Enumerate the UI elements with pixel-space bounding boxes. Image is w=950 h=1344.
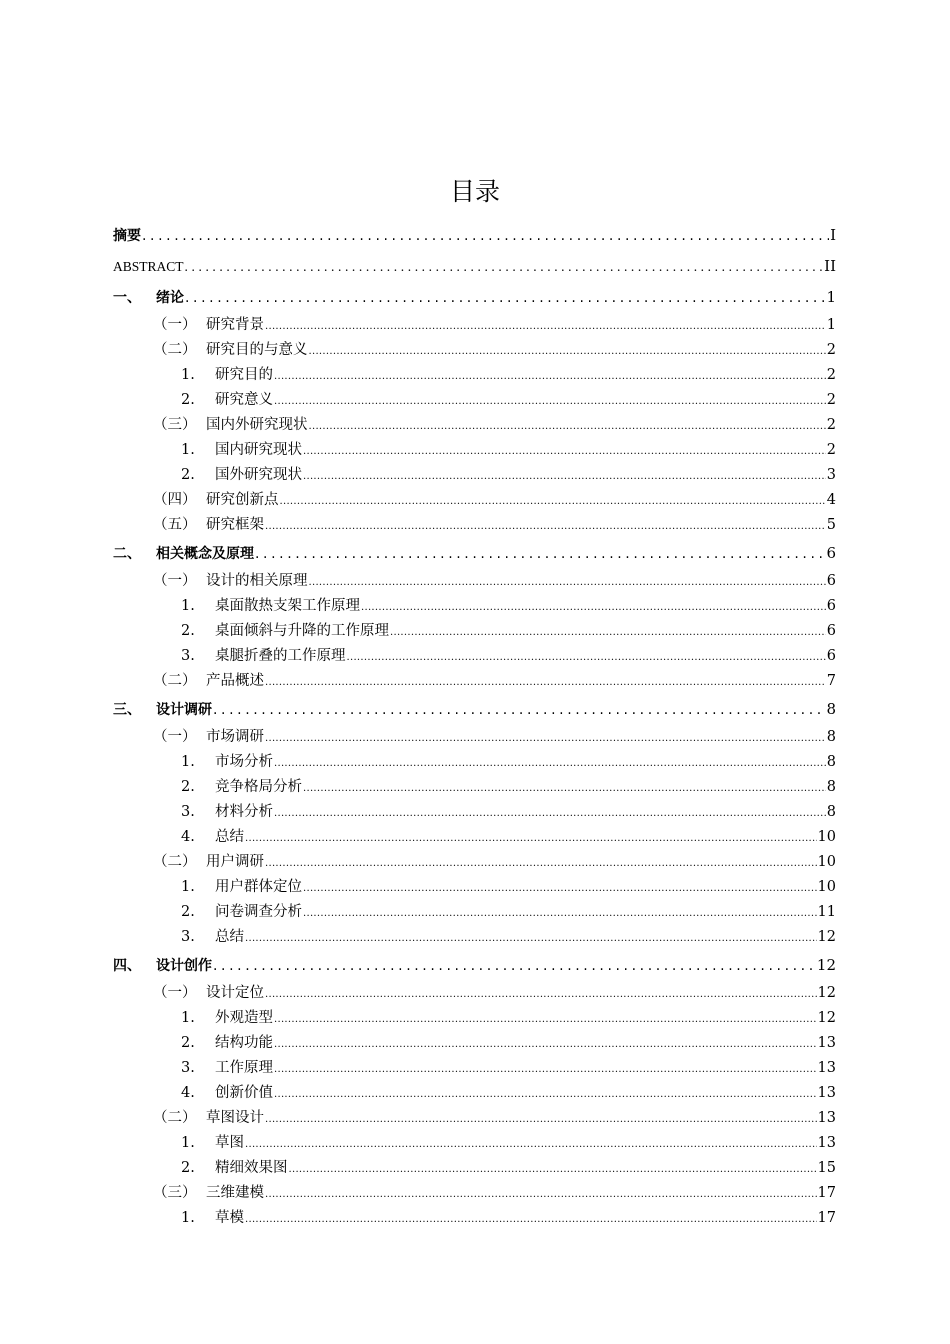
toc-leader-dots bbox=[265, 982, 817, 1007]
toc-entry-page-number: 4 bbox=[826, 492, 836, 508]
toc-entry-label: 总结 bbox=[215, 829, 244, 845]
toc-leader-dots bbox=[390, 620, 826, 645]
toc-entry-number: 四、 bbox=[113, 958, 141, 974]
toc-entry-page-number: I bbox=[830, 226, 836, 244]
toc-leader-dots bbox=[289, 1157, 817, 1182]
toc-subsection-entry[interactable] bbox=[113, 925, 836, 950]
toc-subsection-entry[interactable] bbox=[113, 644, 836, 669]
toc-entry-page-number: 2 bbox=[826, 392, 836, 408]
toc-entry-label: 桌腿折叠的工作原理 bbox=[215, 648, 346, 664]
toc-entry-label: 市场调研 bbox=[206, 729, 264, 745]
toc-entry-page-number: 12 bbox=[817, 1010, 836, 1026]
toc-subsection-entry[interactable] bbox=[113, 1206, 836, 1231]
toc-entry-number: 1. bbox=[181, 1210, 195, 1226]
toc-leader-dots bbox=[309, 414, 826, 439]
toc-subsection-entry[interactable] bbox=[113, 1031, 836, 1056]
toc-subsection-entry[interactable] bbox=[113, 594, 836, 619]
toc-entry-number: （四） bbox=[153, 492, 197, 508]
toc-entry-label: ABSTRACT bbox=[113, 259, 184, 274]
toc-entry-page-number: 13 bbox=[817, 1085, 836, 1101]
toc-entry-page-number: 2 bbox=[826, 367, 836, 383]
toc-subsection-entry[interactable] bbox=[113, 800, 836, 825]
toc-entry-number: （二） bbox=[153, 1110, 197, 1126]
toc-entry-label: 国外研究现状 bbox=[215, 467, 302, 483]
toc-entry-number: 1. bbox=[181, 442, 195, 458]
toc-subsection-entry[interactable] bbox=[113, 825, 836, 850]
toc-entry-page-number: 8 bbox=[826, 729, 836, 745]
toc-subsection-entry[interactable] bbox=[113, 1006, 836, 1031]
toc-entry-label: 绪论 bbox=[156, 290, 184, 306]
toc-entry-page-number: 1 bbox=[826, 288, 836, 306]
toc-subsection-entry[interactable] bbox=[113, 1081, 836, 1106]
toc-entry-number: 1. bbox=[181, 1135, 195, 1151]
toc-section-entry[interactable] bbox=[113, 569, 836, 594]
toc-entry-label: 创新价值 bbox=[215, 1085, 273, 1101]
toc-entry-number: （一） bbox=[153, 573, 197, 589]
toc-leader-dots bbox=[255, 539, 825, 570]
toc-entry-number: 1. bbox=[181, 879, 195, 895]
toc-section-entry[interactable] bbox=[113, 669, 836, 694]
toc-entry-page-number: 8 bbox=[826, 700, 836, 718]
toc-entry-label: 研究意义 bbox=[215, 392, 273, 408]
toc-entry-page-number: 1 bbox=[826, 317, 836, 333]
table-of-contents bbox=[113, 220, 836, 1231]
toc-leader-dots bbox=[303, 776, 826, 801]
toc-leader-dots bbox=[274, 1007, 817, 1032]
toc-chapter-entry[interactable] bbox=[113, 694, 836, 725]
toc-chapter-entry[interactable] bbox=[113, 282, 836, 313]
toc-entry-label: 材料分析 bbox=[215, 804, 273, 820]
toc-leader-dots bbox=[274, 364, 826, 389]
toc-section-entry[interactable] bbox=[113, 1106, 836, 1131]
toc-chapter-entry[interactable] bbox=[113, 950, 836, 981]
toc-entry-page-number: 10 bbox=[817, 829, 836, 845]
toc-leader-dots bbox=[265, 314, 826, 339]
toc-entry-number: 2. bbox=[181, 623, 195, 639]
toc-section-entry[interactable] bbox=[113, 981, 836, 1006]
toc-leader-dots bbox=[274, 389, 826, 414]
toc-entry-page-number: 13 bbox=[817, 1035, 836, 1051]
toc-entry-label: 精细效果图 bbox=[215, 1160, 288, 1176]
toc-entry-page-number: 2 bbox=[826, 442, 836, 458]
toc-subsection-entry[interactable] bbox=[113, 363, 836, 388]
toc-subsection-entry[interactable] bbox=[113, 1131, 836, 1156]
toc-entry-number: （五） bbox=[153, 517, 197, 533]
toc-entry-number: 二、 bbox=[113, 546, 141, 562]
toc-leader-dots bbox=[274, 1057, 817, 1082]
toc-leader-dots bbox=[265, 1107, 817, 1132]
toc-subsection-entry[interactable] bbox=[113, 388, 836, 413]
toc-leader-dots bbox=[265, 851, 817, 876]
toc-section-entry[interactable] bbox=[113, 725, 836, 750]
toc-entry-number: 2. bbox=[181, 392, 195, 408]
toc-entry-label: 总结 bbox=[215, 929, 244, 945]
toc-entry-number: 1. bbox=[181, 1010, 195, 1026]
toc-entry-label: 市场分析 bbox=[215, 754, 273, 770]
toc-entry-page-number: 6 bbox=[826, 598, 836, 614]
toc-entry-label: 草图 bbox=[215, 1135, 244, 1151]
toc-entry-label: 设计调研 bbox=[156, 702, 212, 718]
toc-entry-page-number: 6 bbox=[826, 648, 836, 664]
toc-leader-dots bbox=[274, 801, 826, 826]
toc-subsection-entry[interactable] bbox=[113, 875, 836, 900]
toc-entry-page-number: 15 bbox=[817, 1160, 836, 1176]
toc-entry-number: 2. bbox=[181, 779, 195, 795]
toc-entry-number: 一、 bbox=[113, 290, 141, 306]
toc-entry-label: 国内研究现状 bbox=[215, 442, 302, 458]
toc-leader-dots bbox=[309, 570, 826, 595]
toc-entry-page-number: 5 bbox=[826, 517, 836, 533]
toc-entry-label: 用户群体定位 bbox=[215, 879, 302, 895]
toc-entry-label: 设计定位 bbox=[206, 985, 264, 1001]
toc-subsection-entry[interactable] bbox=[113, 1156, 836, 1181]
toc-title: 目录 bbox=[449, 177, 500, 206]
toc-entry-number: （三） bbox=[153, 1185, 197, 1201]
toc-leader-dots bbox=[265, 670, 826, 695]
toc-leader-dots bbox=[265, 1182, 817, 1207]
toc-leader-dots bbox=[303, 876, 817, 901]
toc-leader-dots bbox=[274, 1032, 817, 1057]
toc-entry-number: 2. bbox=[181, 1160, 195, 1176]
toc-leader-dots bbox=[265, 514, 826, 539]
toc-entry-label: 设计的相关原理 bbox=[206, 573, 308, 589]
toc-entry-page-number: 13 bbox=[817, 1135, 836, 1151]
toc-subsection-entry[interactable] bbox=[113, 438, 836, 463]
toc-entry-page-number: 12 bbox=[816, 956, 836, 974]
toc-entry-number: （二） bbox=[153, 342, 197, 358]
toc-entry-number: 3. bbox=[181, 929, 195, 945]
toc-entry-number: （二） bbox=[153, 854, 197, 870]
toc-subsection-entry[interactable] bbox=[113, 900, 836, 925]
toc-leader-dots bbox=[245, 826, 817, 851]
toc-entry-page-number: 6 bbox=[826, 623, 836, 639]
toc-entry-number: 3. bbox=[181, 804, 195, 820]
toc-leader-dots bbox=[303, 901, 817, 926]
toc-entry-number: 2. bbox=[181, 1035, 195, 1051]
toc-entry-number: 4. bbox=[181, 1085, 195, 1101]
toc-leader-dots bbox=[245, 1207, 817, 1232]
toc-entry-page-number: 8 bbox=[826, 779, 836, 795]
toc-entry-label: 问卷调查分析 bbox=[215, 904, 302, 920]
toc-entry-page-number: 7 bbox=[826, 673, 836, 689]
toc-entry-number: （一） bbox=[153, 729, 197, 745]
toc-subsection-entry[interactable] bbox=[113, 750, 836, 775]
toc-entry-number: （三） bbox=[153, 417, 197, 433]
toc-section-entry[interactable] bbox=[113, 488, 836, 513]
toc-section-entry[interactable] bbox=[113, 413, 836, 438]
toc-entry-number: 1. bbox=[181, 598, 195, 614]
toc-entry-label: 桌面散热支架工作原理 bbox=[215, 598, 360, 614]
toc-leader-dots bbox=[245, 1132, 817, 1157]
toc-entry-label: 设计创作 bbox=[156, 958, 212, 974]
toc-entry-page-number: 6 bbox=[826, 573, 836, 589]
toc-leader-dots bbox=[185, 283, 825, 314]
toc-entry-number: 3. bbox=[181, 648, 195, 664]
toc-leader-dots bbox=[213, 951, 816, 982]
toc-leader-dots bbox=[245, 926, 817, 951]
toc-entry-page-number: 11 bbox=[817, 904, 836, 920]
toc-leader-dots bbox=[213, 695, 825, 726]
toc-entry-label: 研究创新点 bbox=[206, 492, 279, 508]
toc-entry-number: 2. bbox=[181, 904, 195, 920]
toc-entry-number: 1. bbox=[181, 754, 195, 770]
toc-leader-dots bbox=[303, 439, 826, 464]
toc-entry-page-number: 2 bbox=[826, 342, 836, 358]
toc-chapter-entry[interactable] bbox=[113, 538, 836, 569]
toc-entry-number: 4. bbox=[181, 829, 195, 845]
toc-entry-page-number: 8 bbox=[826, 754, 836, 770]
toc-section-entry[interactable] bbox=[113, 513, 836, 538]
toc-entry-label: 结构功能 bbox=[215, 1035, 273, 1051]
toc-leader-dots bbox=[142, 221, 829, 252]
toc-leader-dots bbox=[309, 339, 826, 364]
toc-subsection-entry[interactable] bbox=[113, 775, 836, 800]
toc-leader-dots bbox=[347, 645, 826, 670]
toc-leader-dots bbox=[274, 1082, 817, 1107]
toc-entry-label: 工作原理 bbox=[215, 1060, 273, 1076]
toc-entry-page-number: II bbox=[824, 257, 836, 275]
toc-entry-label: 桌面倾斜与升降的工作原理 bbox=[215, 623, 389, 639]
toc-entry-page-number: 13 bbox=[817, 1110, 836, 1126]
toc-entry-label: 草模 bbox=[215, 1210, 244, 1226]
toc-entry-page-number: 17 bbox=[817, 1210, 836, 1226]
toc-entry-page-number: 17 bbox=[817, 1185, 836, 1201]
toc-entry-label: 研究背景 bbox=[206, 317, 264, 333]
toc-entry-page-number: 10 bbox=[817, 879, 836, 895]
toc-leader-dots bbox=[303, 464, 826, 489]
toc-subsection-entry[interactable] bbox=[113, 463, 836, 488]
toc-entry-page-number: 3 bbox=[826, 467, 836, 483]
toc-subsection-entry[interactable] bbox=[113, 619, 836, 644]
toc-entry-label: 国内外研究现状 bbox=[206, 417, 308, 433]
toc-entry-number: 3. bbox=[181, 1060, 195, 1076]
toc-entry-label: 研究目的 bbox=[215, 367, 273, 383]
toc-entry-page-number: 13 bbox=[817, 1060, 836, 1076]
toc-section-entry[interactable] bbox=[113, 1181, 836, 1206]
toc-entry-number: 2. bbox=[181, 467, 195, 483]
toc-entry-page-number: 12 bbox=[817, 985, 836, 1001]
toc-entry-page-number: 6 bbox=[826, 544, 836, 562]
toc-entry-label: 产品概述 bbox=[206, 673, 264, 689]
toc-chapter-entry[interactable] bbox=[113, 251, 836, 282]
toc-entry-number: 1. bbox=[181, 367, 195, 383]
toc-leader-dots bbox=[265, 726, 826, 751]
toc-section-entry[interactable] bbox=[113, 313, 836, 338]
toc-section-entry[interactable] bbox=[113, 850, 836, 875]
toc-entry-page-number: 8 bbox=[826, 804, 836, 820]
toc-entry-page-number: 2 bbox=[826, 417, 836, 433]
toc-leader-dots bbox=[280, 489, 826, 514]
toc-entry-label: 竞争格局分析 bbox=[215, 779, 302, 795]
toc-entry-number: 三、 bbox=[113, 702, 141, 718]
toc-chapter-entry[interactable] bbox=[113, 220, 836, 251]
toc-leader-dots bbox=[185, 251, 824, 282]
toc-entry-page-number: 10 bbox=[817, 854, 836, 870]
toc-entry-page-number: 12 bbox=[817, 929, 836, 945]
toc-leader-dots bbox=[274, 751, 826, 776]
toc-entry-label: 研究框架 bbox=[206, 517, 264, 533]
toc-entry-number: （二） bbox=[153, 673, 197, 689]
toc-entry-label: 外观造型 bbox=[215, 1010, 273, 1026]
toc-entry-label: 研究目的与意义 bbox=[206, 342, 308, 358]
toc-entry-number: （一） bbox=[153, 317, 197, 333]
toc-entry-label: 相关概念及原理 bbox=[156, 546, 254, 562]
toc-entry-label: 摘要 bbox=[113, 228, 141, 244]
toc-leader-dots bbox=[361, 595, 826, 620]
toc-entry-label: 草图设计 bbox=[206, 1110, 264, 1126]
toc-entry-label: 三维建模 bbox=[206, 1185, 264, 1201]
toc-subsection-entry[interactable] bbox=[113, 1056, 836, 1081]
toc-entry-label: 用户调研 bbox=[206, 854, 264, 870]
toc-entry-number: （一） bbox=[153, 985, 197, 1001]
toc-section-entry[interactable] bbox=[113, 338, 836, 363]
